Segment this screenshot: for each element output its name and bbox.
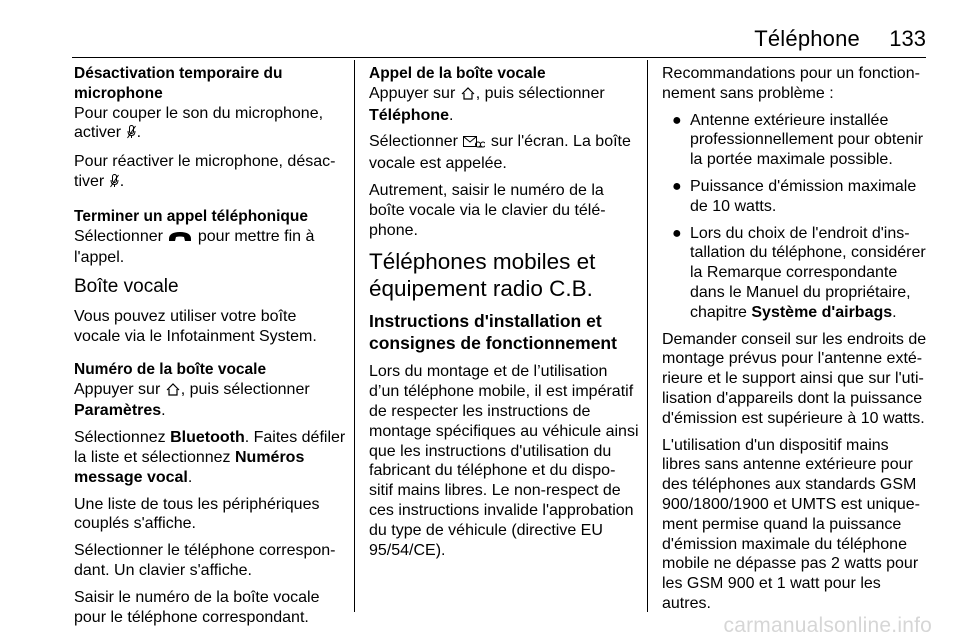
paragraph-recommendations: Recommandations pour un fonction-nement sans problème : [662,65,920,102]
watermark: carmanualsonline.info [723,614,932,637]
column-3 [662,64,930,621]
paragraph-number-2: Sélectionnez Bluetooth. Faites défiler la liste et sélectionnez Numéros message vocal. [74,429,346,486]
heading-installation: Instructions d'installation et consignes de fonctionnement [369,311,617,354]
paragraph-end-call: Sélectionner pour mettre fin à l'appel. [74,227,315,267]
page-number: 133 [889,26,926,51]
heading-voicemail: Boîte vocale [74,276,179,298]
home-icon [166,382,180,402]
paragraph-number-5: Saisir le numéro de la boîte vocale pour le téléphone correspondant. [74,588,320,626]
column-2 [369,64,639,567]
paragraph-number-4: Sélectionner le téléphone correspon-dant. Un clavier s'affiche. [74,542,336,579]
recommendation-list [662,111,930,323]
heading-mobile-phones: Téléphones mobiles et équipement radio C.B. [369,249,596,302]
paragraph-number-3: Une liste de tous les périphériques couplés s'affiche. [74,495,320,533]
list-item: ● Puissance d'émission maximale de 10 watts. [672,177,917,215]
column-divider [647,60,648,612]
paragraph-antenna-advice: Demander conseil sur les endroits de montage prévus pour l'antenne exté-rieure et le support ainsi que sur l'uti-lisation d'appareils dont la puissance d'émission est supérieure à 10 watts. [662,330,927,427]
bullet-icon: ● [672,224,682,242]
paragraph-number-1: Appuyer sur , puis sélectionner Paramètres. [74,380,310,420]
bullet-icon: ● [672,177,682,195]
paragraph-call-1: Appuyer sur , puis sélectionner Téléphone. [369,84,605,124]
page-header [0,0,960,58]
column-divider [354,60,355,612]
paragraph-mute: Pour couper le son du microphone, activer . [74,104,346,146]
voicemail-icon [463,134,485,154]
microphone-mute-icon [127,125,136,145]
paragraph-unmute: Pour réactiver le microphone, désac-tiver . [74,152,346,194]
paragraph-call-2: Sélectionner sur l'écran. La boîte vocale est appelée. [369,133,631,173]
home-icon [461,86,475,106]
heading-call-voicemail: Appel de la boîte vocale [369,65,546,82]
heading-voicemail-number: Numéro de la boîte vocale [74,360,267,378]
header-rule [72,57,926,58]
list-item: ● Lors du choix de l'endroit d'ins-tallation du téléphone, considérer la Remarque correspondante dans le Manuel du propriétaire, chapitre Système d'airbags. [672,224,926,321]
page-title: Téléphone [754,26,860,51]
list-item: ● Antenne extérieure installée professionnellement pour obtenir la portée maximale possible. [672,111,924,169]
bullet-icon: ● [672,111,682,129]
paragraph-call-3: Autrement, saisir le numéro de la boîte vocale via le clavier du télé-phone. [369,181,606,239]
paragraph-voicemail-intro: Vous pouvez utiliser votre boîte vocale via le Infotainment System. [74,308,317,345]
heading-mute: Désactivation temporaire du microphone [74,65,283,102]
paragraph-gsm: L'utilisation d'un dispositif mains libres sans antenne extérieure pour des téléphones aux standards GSM 900/1800/1900 et UMTS est unique-ment permise quand la puissance d'émission maximale du téléphone mobile ne dépasse pas 2 watts pour les GSM 900 et 1 watt pour les autres. [662,436,920,612]
end-call-icon [168,229,192,249]
column-1 [74,64,346,634]
paragraph-installation: Lors du montage et de l’utilisation d’un téléphone mobile, il est impératif de respecter les instructions de montage spécifiques au véhicule ainsi que les instructions d'utilisation du fabricant du téléphone et du dispo-sitif mains libres. Le non-respect de ces instructions invalide l'approbation du type de véhicule (directive EU 95/54/CE). [369,363,639,559]
heading-end-call: Terminer un appel téléphonique [74,207,308,225]
microphone-mute-icon [110,174,119,194]
